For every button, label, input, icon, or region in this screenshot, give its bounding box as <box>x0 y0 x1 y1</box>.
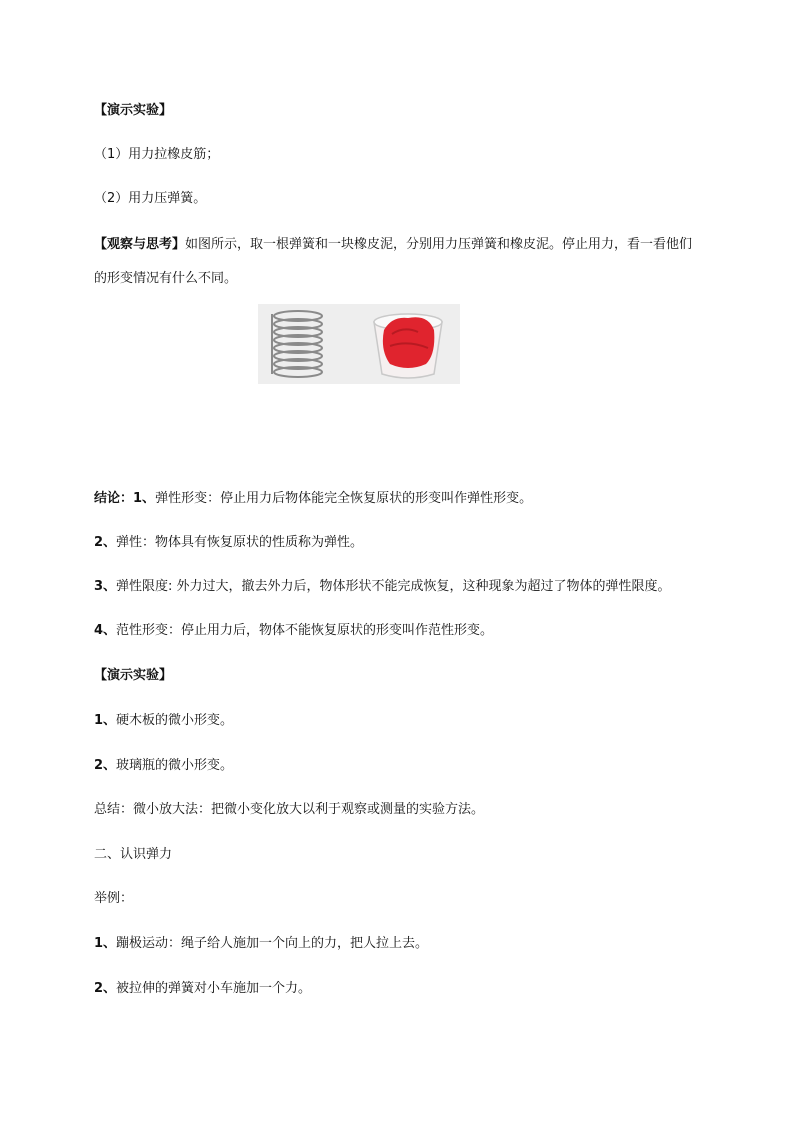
spring-image <box>272 311 322 377</box>
demo1-title: 【演示实验】 <box>94 103 173 118</box>
demo1-item-1: （1）用力拉橡皮筋； <box>94 147 220 162</box>
summary: 总结：微小放大法：把微小变化放大以利于观察或测量的实验方法。 <box>94 802 485 817</box>
demo2-title: 【演示实验】 <box>94 668 173 683</box>
example-1: 1、蹦极运动：绳子给人施加一个向上的力，把人拉上去。 <box>94 936 429 951</box>
demo2-item-1: 1、硬木板的微小形变。 <box>94 713 234 728</box>
demo2-item-2: 2、玻璃瓶的微小形变。 <box>94 758 234 773</box>
observe-label: 【观察与思考】 <box>94 237 186 252</box>
section-2-title: 二、认识弹力 <box>94 847 173 862</box>
clay-cup-image <box>374 314 442 378</box>
conclusion-4: 4、范性形变：停止用力后，物体不能恢复原状的形变叫作范性形变。 <box>94 623 494 638</box>
example-label: 举例： <box>94 891 134 906</box>
observe-paragraph <box>94 228 704 296</box>
conclusion-3: 3、弹性限度: 外力过大，撤去外力后，物体形状不能完成恢复，这种现象为超过了物体的弹性限度。 <box>94 579 671 594</box>
observe-text: 如图所示，取一根弹簧和一块橡皮泥，分别用力压弹簧和橡皮泥。停止用力，看一看他们的形变情况有什么不同。 <box>94 237 693 286</box>
example-2: 2、被拉伸的弹簧对小车施加一个力。 <box>94 981 312 996</box>
conclusion-1: 结论：1、弹性形变：停止用力后物体能完全恢复原状的形变叫作弹性形变。 <box>94 491 533 506</box>
conclusion-2: 2、弹性：物体具有恢复原状的性质称为弹性。 <box>94 535 364 550</box>
spring-and-clay-figure <box>258 304 460 384</box>
demo1-item-2: （2）用力压弹簧。 <box>94 191 207 206</box>
